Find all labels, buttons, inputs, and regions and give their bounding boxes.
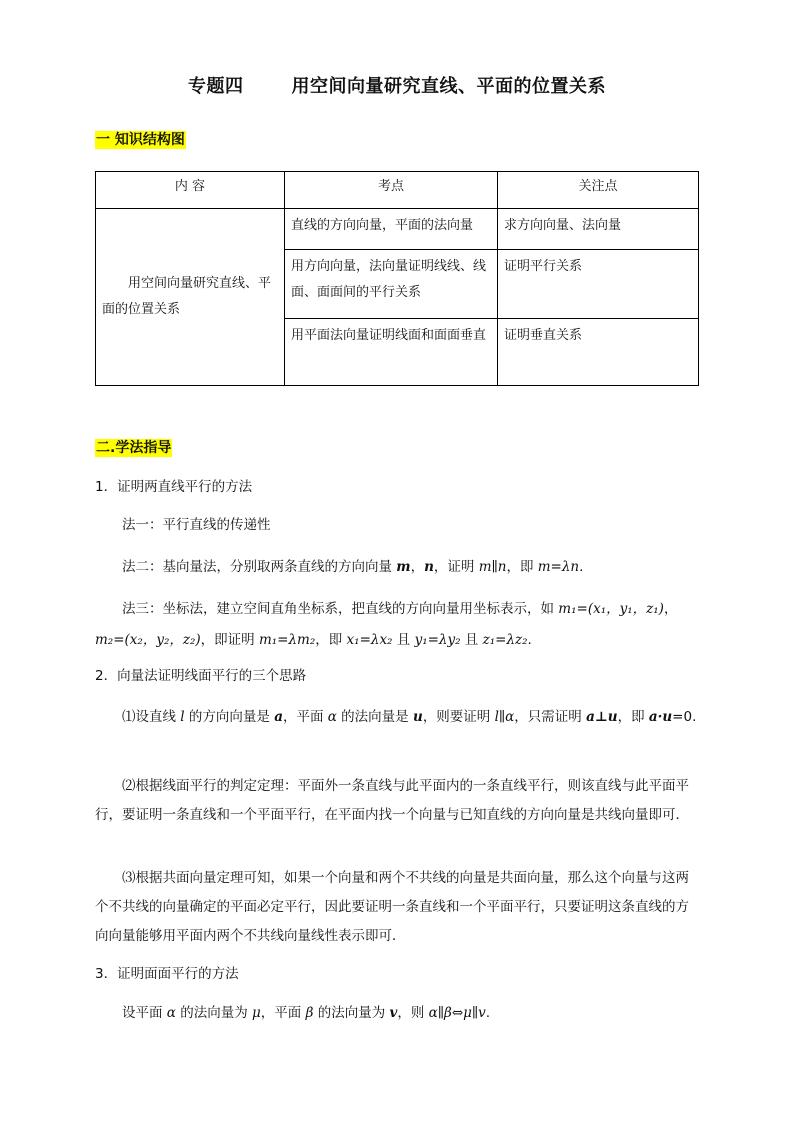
text: ，平面 bbox=[282, 709, 328, 725]
text: =0. bbox=[672, 709, 697, 725]
text: ，只需证明 bbox=[514, 709, 587, 725]
math: y₁=λy₂ bbox=[414, 632, 461, 648]
text: ，即证明 bbox=[200, 632, 259, 648]
idea-3: ⑶根据共面向量定理可知，如果一个向量和两个不共线的向量是共面向量，那么这个向量与这两个不共线的向量确定的平面必定平行，因此要证明一条直线和一个平面平行，只要证明这条直线的方向向量能够用平面内两个不共线向量线性表示即可． bbox=[95, 870, 689, 944]
math: α bbox=[327, 709, 337, 725]
text: 法二：基向量法，分别取两条直线的方向向量 bbox=[122, 559, 397, 575]
math: a⊥u bbox=[586, 709, 618, 725]
text: ，证明 bbox=[433, 559, 479, 575]
math: z₁=λz₂ bbox=[482, 632, 528, 648]
title-subject: 用空间向量研究直线、平面的位置关系 bbox=[291, 76, 606, 97]
text: 的法向量为 bbox=[175, 1005, 253, 1021]
text: ，即 bbox=[617, 709, 649, 725]
section-heading-study-guide: 二.学法指导 bbox=[96, 440, 172, 456]
method-1: 法一：平行直线的传递性 bbox=[122, 517, 271, 533]
math: β bbox=[305, 1005, 314, 1021]
math: m=λn bbox=[537, 559, 580, 575]
text: ，平面 bbox=[260, 1005, 306, 1021]
text: ，即 bbox=[315, 632, 347, 648]
math: a·u bbox=[648, 709, 673, 725]
table-row bbox=[96, 209, 699, 250]
table-cell-point: 用方向向量，法向量证明线线、线面、面面间的平行关系 bbox=[285, 250, 498, 319]
text: ，即 bbox=[506, 559, 538, 575]
text: ，则要证明 bbox=[422, 709, 495, 725]
math: m₁=(x₁，y₁，z₁) bbox=[558, 601, 664, 617]
math: x₁=λx₂ bbox=[346, 632, 393, 648]
math: l∥α bbox=[494, 709, 515, 725]
method-3 bbox=[95, 594, 701, 656]
merged-content-cell bbox=[96, 209, 285, 386]
math: α bbox=[166, 1005, 176, 1021]
table-header-row bbox=[96, 172, 699, 209]
table-cell-focus: 证明垂直关系 bbox=[498, 319, 699, 386]
item-1-title: 1．证明两直线平行的方法 bbox=[95, 479, 253, 495]
math: l bbox=[180, 709, 185, 725]
text: ， bbox=[410, 559, 425, 575]
idea-2: ⑵根据线面平行的判定定理：平面外一条直线与此平面内的一条直线平行，则该直线与此平面平行，要证明一条直线和一个平面平行，在平面内找一个向量与已知直线的方向向量是共线向量即可． bbox=[95, 778, 689, 823]
text: ，则 bbox=[397, 1005, 429, 1021]
math: v bbox=[389, 1005, 398, 1021]
text: . bbox=[579, 559, 584, 575]
text: 的法向量为 bbox=[313, 1005, 390, 1021]
math: a bbox=[274, 709, 283, 725]
text: 的方向向量是 bbox=[184, 709, 275, 725]
text: 法三：坐标法，建立空间直角坐标系，把直线的方向向量用坐标表示，如 bbox=[122, 601, 559, 617]
idea-1 bbox=[95, 702, 701, 733]
text: ， bbox=[663, 601, 678, 617]
header-content: 内 容 bbox=[96, 172, 285, 209]
text: 且 bbox=[392, 632, 415, 648]
table-cell-point: 直线的方向向量，平面的法向量 bbox=[285, 209, 498, 250]
text: . bbox=[527, 632, 532, 648]
math: u bbox=[412, 709, 423, 725]
math: m₂=(x₂，y₂，z₂) bbox=[95, 632, 201, 648]
math: α∥β⇔μ∥v bbox=[428, 1005, 486, 1021]
header-focus: 关注点 bbox=[498, 172, 699, 209]
text: . bbox=[485, 1005, 491, 1021]
table-cell-focus: 求方向向量、法向量 bbox=[498, 209, 699, 250]
text: 的法向量是 bbox=[336, 709, 413, 725]
math: m∥n bbox=[478, 559, 507, 575]
page-title bbox=[0, 72, 794, 98]
math: m bbox=[396, 559, 411, 575]
math: m₁=λm₂ bbox=[258, 632, 316, 648]
header-point: 考点 bbox=[285, 172, 498, 209]
section-heading-knowledge: 一 知识结构图 bbox=[96, 132, 185, 148]
text: 且 bbox=[460, 632, 483, 648]
title-topic: 专题四 bbox=[188, 76, 244, 97]
table-cell-focus: 证明平行关系 bbox=[498, 250, 699, 319]
method-2 bbox=[95, 553, 701, 581]
item-3-title: 3．证明面面平行的方法 bbox=[95, 966, 239, 982]
text: 设平面 bbox=[122, 1005, 167, 1021]
text: ⑴设直线 bbox=[122, 709, 181, 725]
item-2-title: 2．向量法证明线面平行的三个思路 bbox=[95, 668, 307, 684]
table-cell-point: 用平面法向量证明线面和面面垂直 bbox=[285, 319, 498, 386]
math: μ bbox=[252, 1005, 261, 1021]
knowledge-table bbox=[95, 171, 699, 386]
math: n bbox=[424, 559, 434, 575]
plane-parallel-method bbox=[95, 999, 701, 1027]
merged-content-text: 用空间向量研究直线、平面的位置关系 bbox=[102, 276, 272, 317]
